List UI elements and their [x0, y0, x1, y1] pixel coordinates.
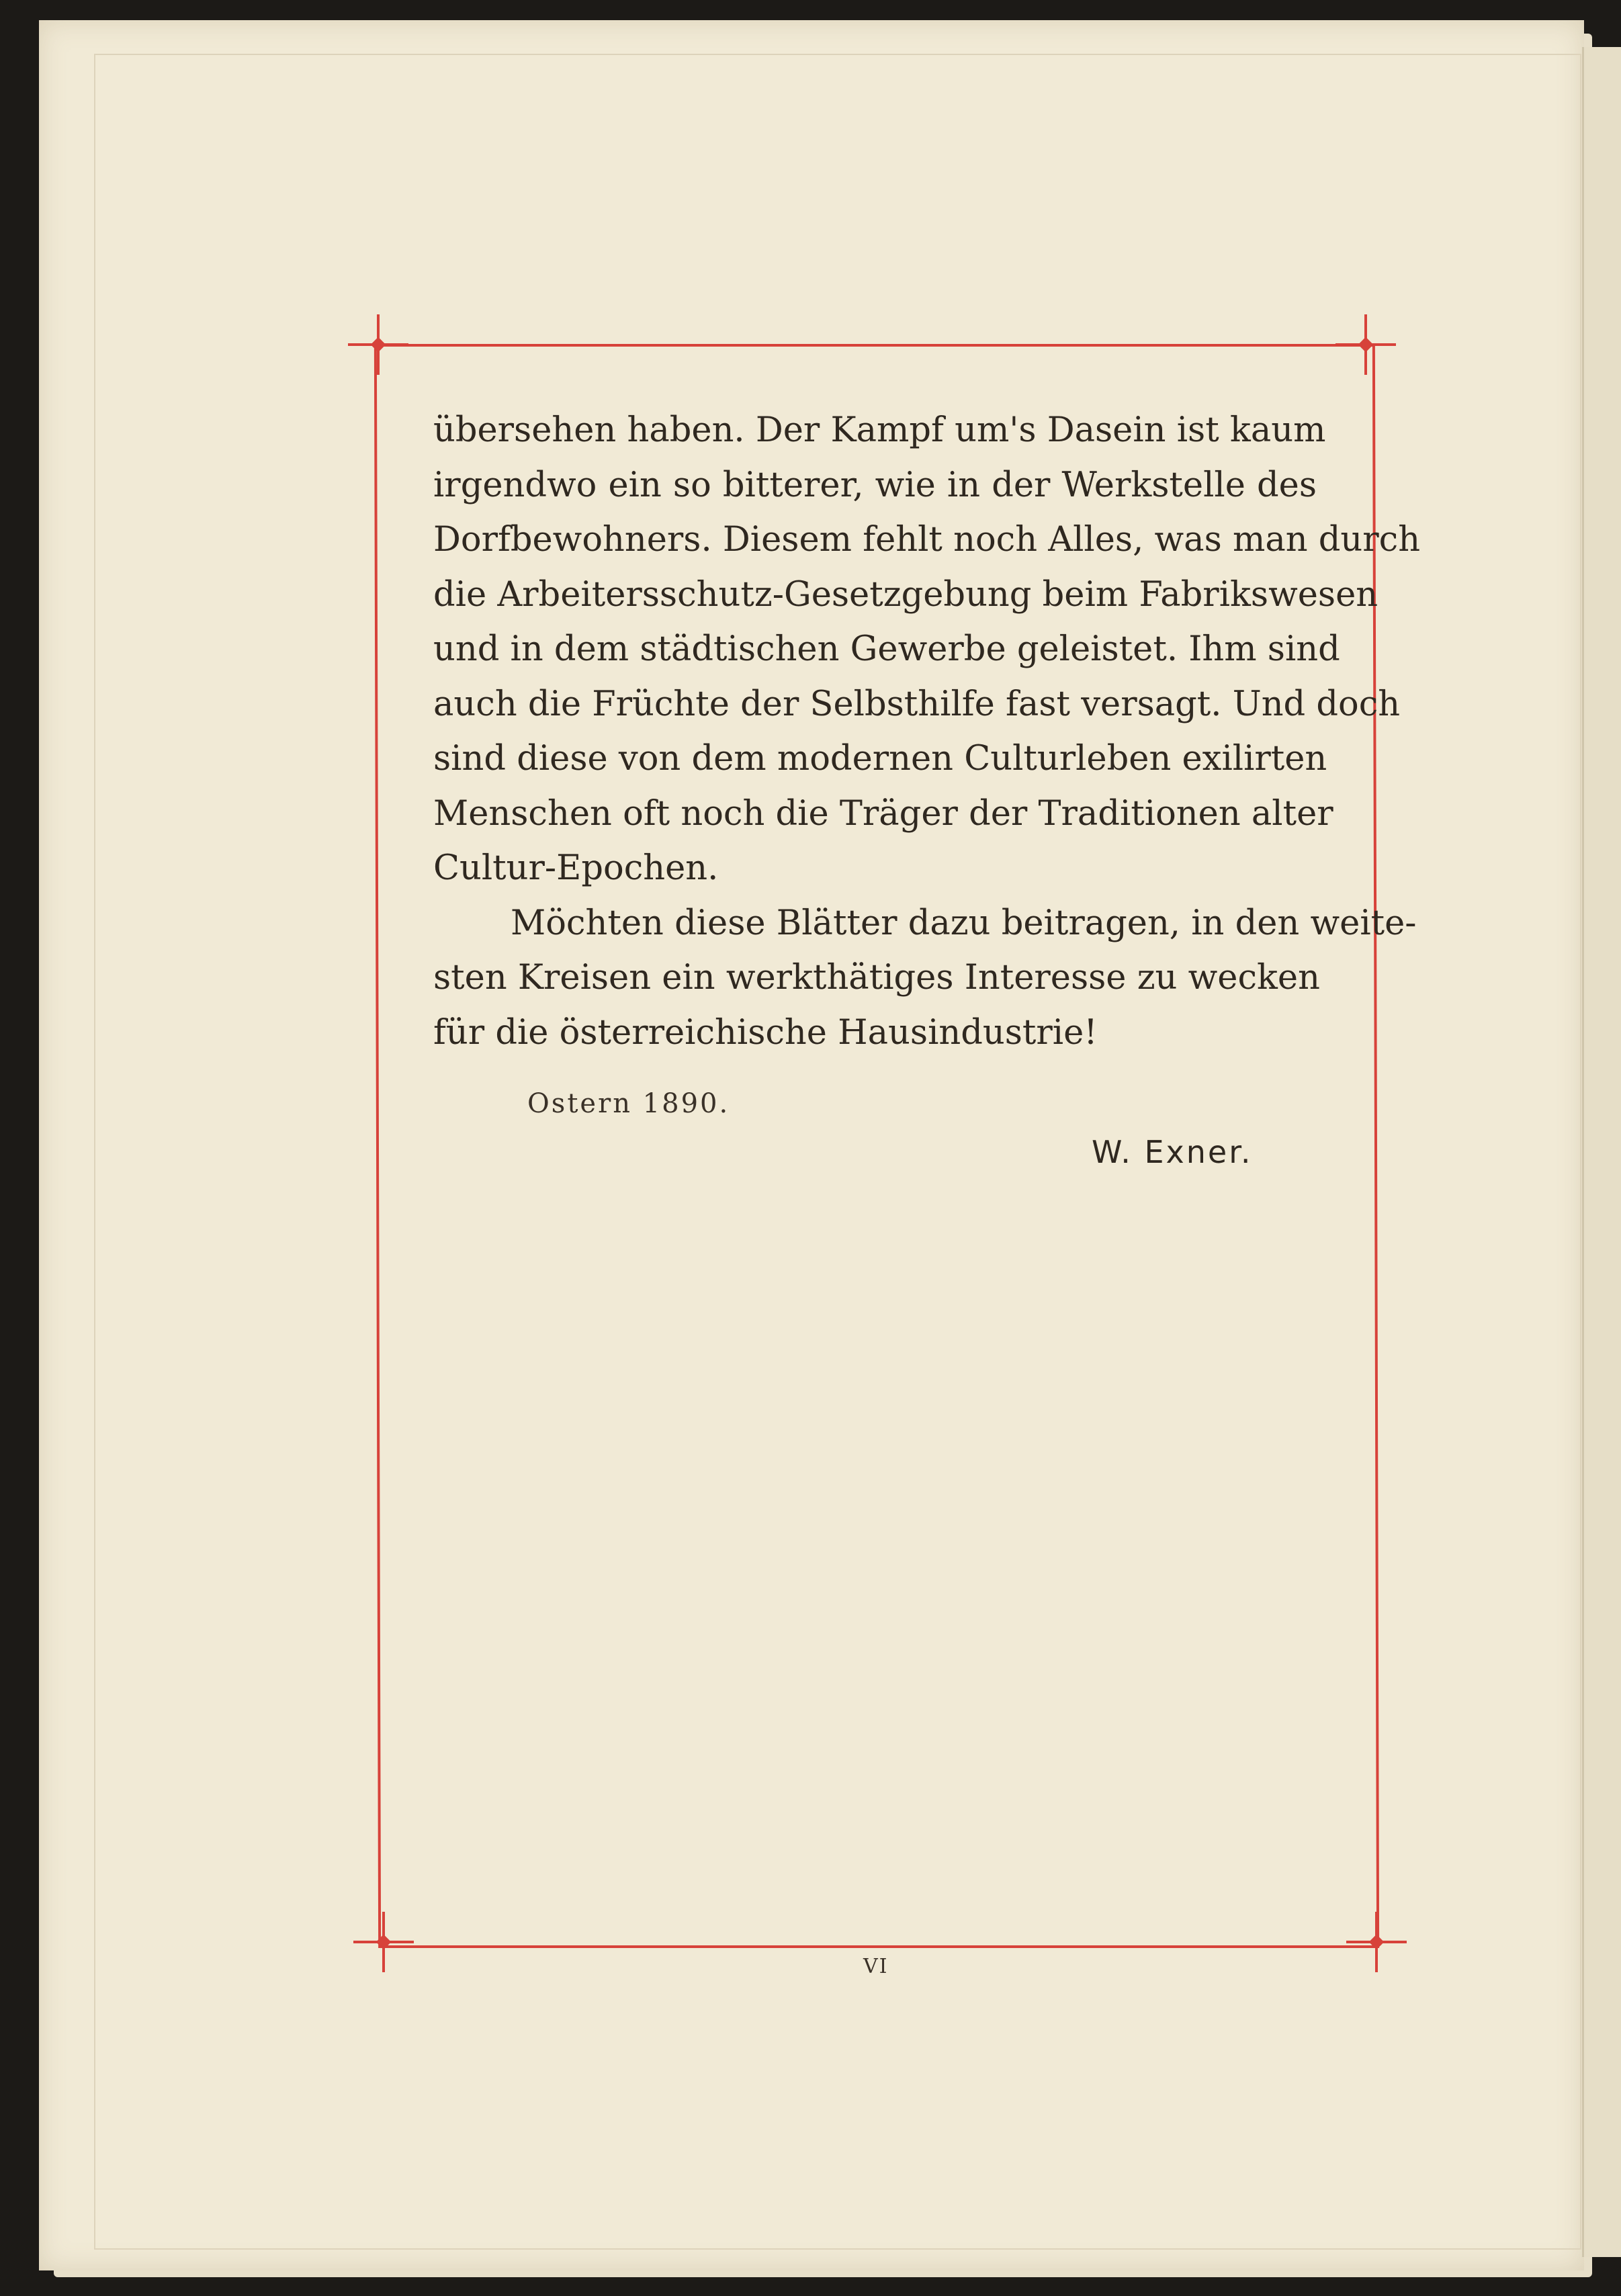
text-line: auch die Früchte der Selbsthilfe fast versagt. Und doch [433, 684, 1401, 724]
text-line: Menschen oft noch die Träger der Traditionen alter [433, 793, 1333, 834]
text-line: Möchten diese Blätter dazu beitragen, in den weite- [511, 903, 1417, 943]
corner-ornament-top-left [348, 314, 408, 375]
corner-ornament-bottom-right [1346, 1912, 1407, 1972]
text-line: für die österreichische Hausindustrie! [433, 1012, 1098, 1053]
text-line: sten Kreisen ein werkthätiges Interesse zu wecken [433, 958, 1320, 998]
corner-ornament-top-right [1335, 314, 1396, 375]
text-line: und in dem städtischen Gewerbe geleistet. Ihm sind [433, 629, 1340, 669]
text-line: Cultur-Epochen. [433, 848, 719, 888]
text-line: die Arbeitersschutz-Gesetzgebung beim Fabrikswesen [433, 574, 1378, 615]
place-date: Ostern 1890. [527, 1088, 730, 1119]
text-line: übersehen haben. Der Kampf um's Dasein ist kaum [433, 410, 1326, 450]
paragraph-1 [433, 403, 1421, 896]
text-line: sind diese von dem modernen Culturleben exilirten [433, 739, 1327, 779]
page-number: VI [863, 1955, 889, 1978]
paragraph-2 [433, 896, 1417, 1061]
corner-ornament-bottom-left [353, 1912, 414, 1972]
text-line: irgendwo ein so bitterer, wie in der Werkstelle des [433, 465, 1317, 505]
body-text [433, 403, 1421, 1060]
author-signature: W. Exner. [1092, 1134, 1253, 1170]
next-leaf-edge [1582, 47, 1621, 2257]
text-line: Dorfbewohners. Diesem fehlt noch Alles, was man durch [433, 520, 1421, 560]
